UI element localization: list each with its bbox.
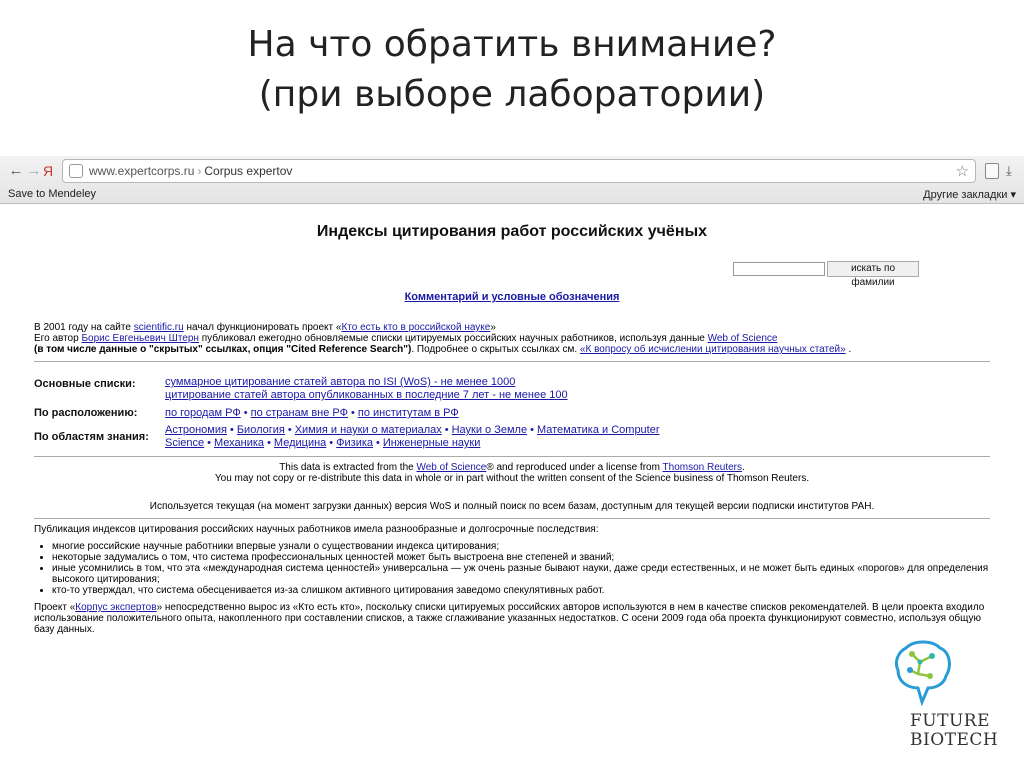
divider: [34, 456, 990, 457]
search-button[interactable]: искать по фамилии: [827, 261, 919, 277]
web-page: [0, 204, 1024, 644]
link-wos-license[interactable]: Web of Science: [416, 462, 487, 473]
list-links-fields: [165, 424, 725, 450]
project-paragraph: [34, 602, 994, 635]
text: . Подробнее о скрытых ссылках см.: [411, 344, 580, 355]
license-line1: [0, 462, 1024, 473]
comment-link[interactable]: Комментарий и условные обозначения: [404, 291, 620, 303]
link-main-2[interactable]: цитирование статей автора опубликованных в последние 7 лет - не менее 100: [165, 389, 568, 401]
list-label-fields: По областям знания:: [34, 431, 149, 443]
list-item: • иные усомнились в том, что эта «международная система ценностей» универсальна — уж очень разные бывают науки, даже среди естественных, и не может быть единых «порогов» для определения высокого цитирования;: [52, 563, 994, 585]
license-text: [0, 462, 1024, 484]
text-bold: (в том числе данные о "скрытых" ссылках, опция "Cited Reference Search"): [34, 344, 412, 355]
text: .: [845, 344, 852, 355]
logo-line1: FUTURE: [910, 711, 990, 731]
license-line2: You may not copy or re-distribute this data in whole or in part without the written consent of the Science business of Thomson Reuters.: [214, 473, 810, 484]
intro-line1: [34, 322, 994, 333]
slide-title-line2: (при выборе лаборатории): [258, 74, 766, 116]
list-links-main: [165, 376, 725, 402]
text: ® and reproduced under a license from: [486, 462, 663, 473]
list-item: • многие российские научные работники впервые узнали о существовании индекса цитирования;: [52, 541, 994, 552]
divider: [34, 518, 990, 519]
link-corpus-expertov[interactable]: Корпус экспертов: [75, 602, 157, 613]
bullet: •: [207, 437, 211, 449]
link-chemistry[interactable]: Химия и науки о материалах: [294, 424, 442, 436]
browser-window: [0, 156, 1024, 644]
search-input[interactable]: [733, 262, 825, 276]
link-who-is-who[interactable]: Кто есть кто в российской науке: [341, 322, 491, 333]
link-scientific[interactable]: scientific.ru: [133, 322, 184, 333]
page-heading: Индексы цитирования работ российских учёных: [316, 223, 708, 240]
bullet: •: [444, 424, 449, 436]
link-citation-article[interactable]: «К вопросу об исчислении цитирования научных статей»: [579, 344, 846, 355]
link-wos[interactable]: Web of Science: [707, 333, 778, 344]
list-item: • кто-то утверждал, что система обесценивается из-за слишком активного цитирования заведомо спекулятивных работ.: [52, 585, 994, 596]
text: публиковал ежегодно обновляемые списки цитируемых российских научных работников, используя данные: [198, 333, 708, 344]
publication-block: [34, 524, 994, 635]
download-icon[interactable]: ⤓: [1006, 163, 1012, 178]
intro-text: [34, 322, 994, 355]
bookmark-other[interactable]: Другие закладки ▾: [923, 189, 1016, 201]
address-bar[interactable]: [62, 159, 976, 183]
intro-line3: [34, 344, 994, 355]
text: Проект «: [34, 602, 76, 613]
bullet: •: [287, 424, 292, 436]
logo-line2: BIOTECH: [910, 730, 999, 750]
publication-list: [52, 541, 994, 596]
bullet: •: [329, 437, 334, 449]
link-medicine[interactable]: Медицина: [273, 437, 327, 449]
link-countries[interactable]: по странам вне РФ: [250, 407, 348, 419]
comment-link-wrap: [0, 291, 1024, 303]
future-biotech-logo: [892, 640, 1012, 764]
link-biology[interactable]: Биология: [236, 424, 285, 436]
text: начал функционировать проект «: [183, 322, 342, 333]
link-mechanics[interactable]: Механика: [214, 437, 265, 449]
link-author[interactable]: Борис Евгеньевич Штерн: [81, 333, 199, 344]
intro-line2: [34, 333, 994, 344]
logo-text: [910, 712, 998, 750]
list-item: • некоторые задумались о том, что система профессиональных ценностей может быть выстроена вне степеней и званий;: [52, 552, 994, 563]
bookmark-save-to-mendeley[interactable]: Save to Mendeley: [8, 188, 97, 200]
forward-arrow-icon[interactable]: →: [26, 162, 42, 179]
link-main-1[interactable]: суммарное цитирование статей автора по ISI (WoS) - не менее 1000: [165, 376, 516, 388]
bookmark-other-label: Другие закладки: [923, 189, 1008, 201]
extension-icon[interactable]: [985, 163, 999, 179]
bullet: •: [229, 424, 234, 436]
text: This data is extracted from the: [279, 462, 417, 473]
text: »: [490, 322, 496, 333]
bullet: •: [267, 437, 271, 449]
divider: [34, 361, 990, 362]
text: В 2001 году на сайте: [34, 322, 134, 333]
page-title: Corpus expertov: [204, 164, 293, 178]
link-engineering[interactable]: Инженерные науки: [382, 437, 481, 449]
link-cities[interactable]: по городам РФ: [165, 407, 241, 419]
bullet: •: [243, 407, 248, 419]
text: » непосредственно вырос из «Кто есть кто», поскольку списки цитируемых российских авторов используются в нем в качестве списков рекомендателей. В цели проекта входило использование положительного опыта, накопленного при составлении списков, а также сглаживание указанных недостатков. С осени 2009 года оба проекта функционируют совместно, используя общую базу данных.: [34, 602, 985, 635]
text: Его автор: [34, 333, 82, 344]
link-thomson-reuters[interactable]: Thomson Reuters: [662, 462, 743, 473]
yandex-icon[interactable]: Я: [42, 163, 54, 179]
link-physics[interactable]: Физика: [336, 437, 374, 449]
url-separator: ›: [197, 164, 202, 178]
list-label-location: По расположению:: [34, 407, 138, 419]
list-links-location: [165, 407, 725, 420]
star-icon[interactable]: ☆: [955, 163, 969, 180]
slide-title: [0, 22, 1024, 118]
back-arrow-icon[interactable]: ←: [8, 162, 24, 179]
link-math-cs[interactable]: Математика и Computer Science: [165, 424, 660, 449]
link-institutes[interactable]: по институтам в РФ: [357, 407, 459, 419]
browser-toolbar: [0, 156, 1024, 204]
link-earth-sciences[interactable]: Науки о Земле: [451, 424, 528, 436]
license-line3: Используется текущая (на момент загрузки данных) версия WoS и полный поиск по всем базам, доступным для текущей версии подписки институтов РАН.: [149, 501, 875, 512]
url: www.expertcorps.ru: [89, 164, 195, 178]
bullet: •: [530, 424, 534, 436]
link-astronomy[interactable]: Астрономия: [165, 424, 227, 436]
page-icon: [69, 164, 83, 178]
brain-icon: [892, 640, 952, 710]
address-text: [89, 164, 292, 178]
list-label-main: Основные списки:: [34, 378, 136, 390]
text: .: [742, 462, 745, 473]
publication-intro: Публикация индексов цитирования российских научных работников имела разнообразные и долгосрочные последствия:: [34, 524, 599, 535]
bullet: •: [351, 407, 355, 419]
bullet: •: [376, 437, 380, 449]
slide-title-line1: На что обратить внимание?: [247, 24, 777, 65]
